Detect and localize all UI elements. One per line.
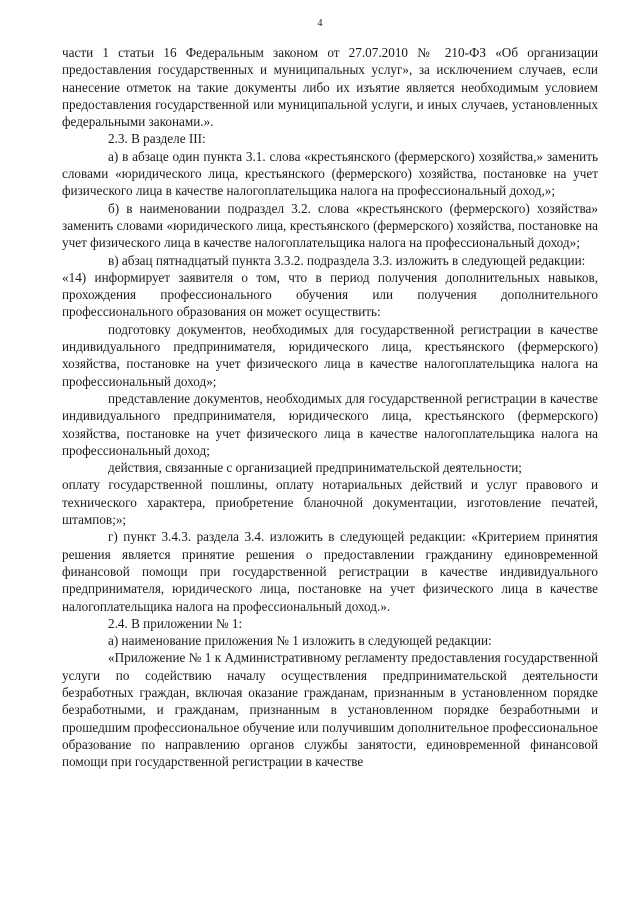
paragraph: б) в наименовании подраздел 3.2. слова «крестьянского (фермерского) хозяйства» заменить словами «юридического лица, крестьянского (фермерского) хозяйства, постановке на учет физического лица в качестве налогоплательщика налога на профессиональный доход»; — [62, 200, 598, 251]
paragraph: части 1 статьи 16 Федеральным законом от 27.07.2010 № 210-ФЗ «Об организации предоставления государственных и муниципальных услуг», за исключением случаев, если нанесение отметок на такие документы либо их изъятие является необходимым условием предоставления государственной или муниципальной услуги, и иных случаев, установленных федеральными законами.». — [62, 45, 598, 130]
paragraph: г) пункт 3.4.3. раздела 3.4. изложить в следующей редакции: «Критерием принятия решения является принятие решения о предоставлении гражданину единовременной финансовой помощи при государственной регистрации в качестве индивидуального предпринимателя, юридического лица, постановке на учет физического лица в качестве налогоплательщика налога на профессиональный доход.». — [62, 529, 598, 614]
paragraph: в) абзац пятнадцатый пункта 3.3.2. подраздела 3.3. изложить в следующей редакции: — [108, 252, 586, 268]
page-number: 4 — [317, 18, 323, 29]
paragraph: а) в абзаце один пункта 3.1. слова «крестьянского (фермерского) хозяйства,» заменить словами «юридического лица, крестьянского (фермерского) хозяйства, постановке на учет физического лица в качестве налогоплательщика налога на профессиональный доход,»; — [62, 148, 598, 199]
paragraph: «14) информирует заявителя о том, что в период получения дополнительных навыков, прохождения профессионального обучения или получения дополнительного профессионального образования он может осуществить: — [62, 269, 598, 320]
paragraph: а) наименование приложения № 1 изложить в следующей редакции: — [108, 633, 492, 649]
paragraph: подготовку документов, необходимых для государственной регистрации в качестве индивидуального предпринимателя, юридического лица, крестьянского (фермерского) хозяйства, постановке на учет физического лица в качестве налогоплательщика налога на профессиональный доход»; — [62, 321, 598, 389]
paragraph: «Приложение № 1 к Административному регламенту предоставления государственной услуги по содействию началу осуществления предпринимательской деятельности безработных граждан, включая оказание гражданам, признанным в установленном порядке безработными, и гражданам, признанным в установленном порядке безработными и прошедшим профессиональное обучение или получившим дополнительное профессиональное образование по направлению органов службы занятости, единовременной финансовой помощи при государственной регистрации в качестве — [62, 650, 598, 770]
paragraph: оплату государственной пошлины, оплату нотариальных действий и услуг правового и технического характера, приобретение бланочной документации, изготовление печатей, штампов;»; — [62, 477, 598, 528]
paragraph: 2.3. В разделе III: — [108, 131, 206, 147]
paragraph: 2.4. В приложении № 1: — [108, 615, 243, 631]
paragraph: действия, связанные с организацией предпринимательской деятельности; — [108, 460, 522, 476]
document-body — [62, 44, 598, 770]
paragraph: представление документов, необходимых для государственной регистрации в качестве индивидуального предпринимателя, юридического лица, крестьянского (фермерского) хозяйства, постановке на учет физического лица в качестве налогоплательщика налога на профессиональный доход; — [62, 390, 598, 458]
